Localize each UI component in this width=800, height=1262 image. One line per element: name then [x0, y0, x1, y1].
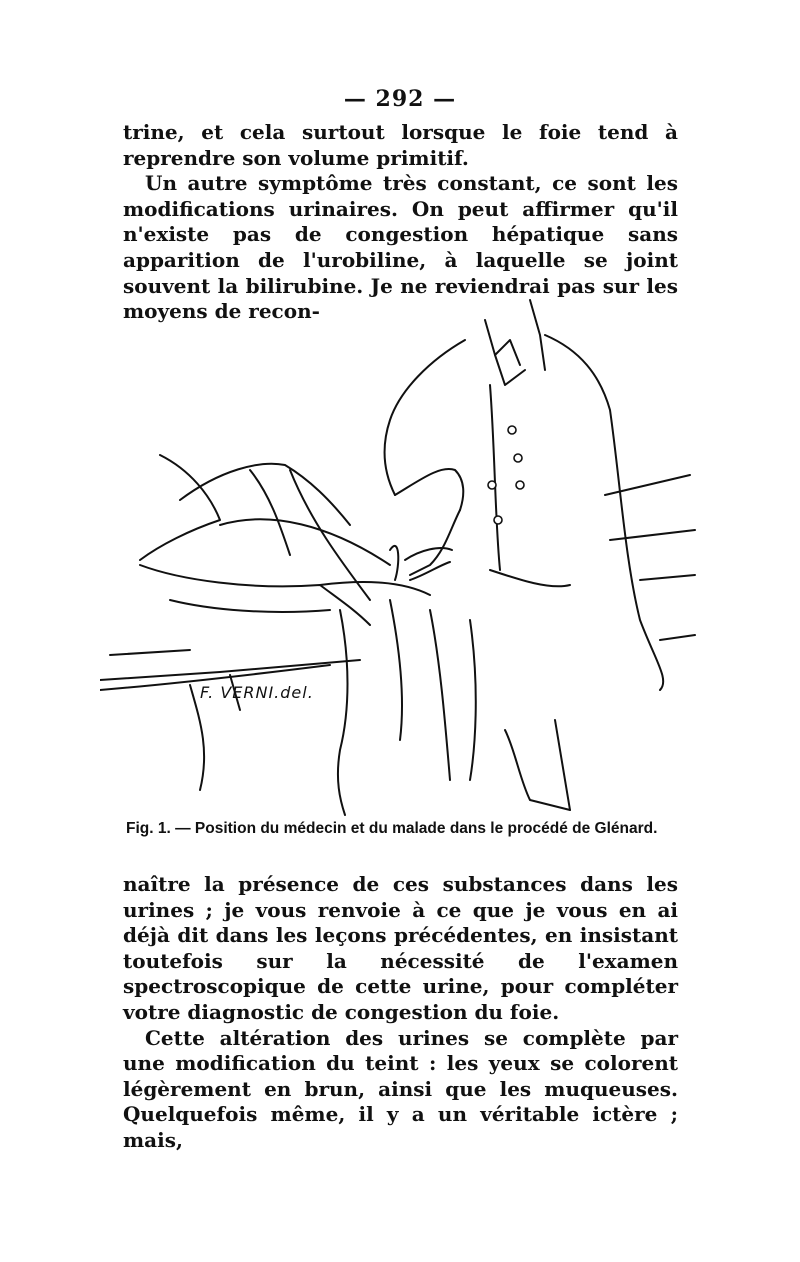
- coat-button: [514, 454, 522, 462]
- sheet-fold: [290, 470, 370, 600]
- patient-leg: [320, 582, 430, 595]
- pillow: [140, 455, 220, 560]
- paragraph: naître la présence de ces substances dans les urines ; je vous renvoie à ce que je vous en ai déjà dit dans les leçons précédentes, en insistant toutefois sur la nécessité de l'examen spectroscopique de cette urine, pour compléter votre diagnostic de congestion du foie.: [123, 872, 678, 1024]
- line-drawing: [100, 280, 700, 820]
- paragraph: Cette altération des urines se complète par une modification du teint : les yeux se colorent légèrement en brun, ainsi que les muqueuses. Quelquefois même, il y a un véritable ictère ; mais,: [123, 1025, 678, 1152]
- bed-line: [110, 650, 190, 655]
- bed-right-line: [660, 635, 695, 640]
- patient-sheet: [140, 565, 370, 625]
- paragraph: Un autre symptôme très constant, ce sont les modifications urinaires. On peut affirmer qu'il n'existe pas de congestion hépatique sans apparition de l'urobiline, à laquelle se joint souvent la bilirubine. Je ne reviendrai pas sur les moyens de recon-: [123, 171, 678, 324]
- doctor-coat-front: [490, 385, 500, 570]
- doctor-collar: [530, 300, 545, 370]
- doctor-collar: [485, 320, 520, 365]
- doctor-boot: [505, 730, 570, 810]
- doctor-lapel: [495, 355, 525, 385]
- patient-sheet: [170, 600, 330, 612]
- bed-right-line: [640, 575, 695, 580]
- sheet-fold: [250, 470, 290, 555]
- artist-signature: F. VERNI.del.: [200, 683, 314, 702]
- doctor-leg: [338, 610, 348, 815]
- doctor-sleeve: [490, 570, 570, 586]
- coat-button: [516, 481, 524, 489]
- bed-right-line: [610, 530, 695, 540]
- paragraph: trine, et cela surtout lorsque le foie tend à reprendre son volume primitif.: [123, 120, 678, 170]
- illustration-doctor-and-patient: [100, 280, 700, 820]
- doctor-boot: [555, 720, 570, 810]
- bottom-text-block: [123, 872, 678, 1154]
- doctor-leg: [390, 600, 402, 740]
- patient-knee: [390, 546, 398, 580]
- doctor-leg: [430, 610, 450, 780]
- coat-button: [488, 481, 496, 489]
- doctor-coat: [385, 340, 465, 495]
- doctor-arm: [410, 510, 460, 575]
- coat-button: [508, 426, 516, 434]
- coat-button: [494, 516, 502, 524]
- doctor-coat: [545, 335, 663, 690]
- doctor-arm: [395, 469, 463, 510]
- page-number: — 292 —: [343, 86, 457, 112]
- patient-body: [220, 519, 390, 565]
- figure-caption: Fig. 1. — Position du médecin et du malade dans le procédé de Glénard.: [126, 820, 658, 837]
- doctor-leg: [470, 620, 476, 780]
- doctor-hand: [405, 548, 452, 560]
